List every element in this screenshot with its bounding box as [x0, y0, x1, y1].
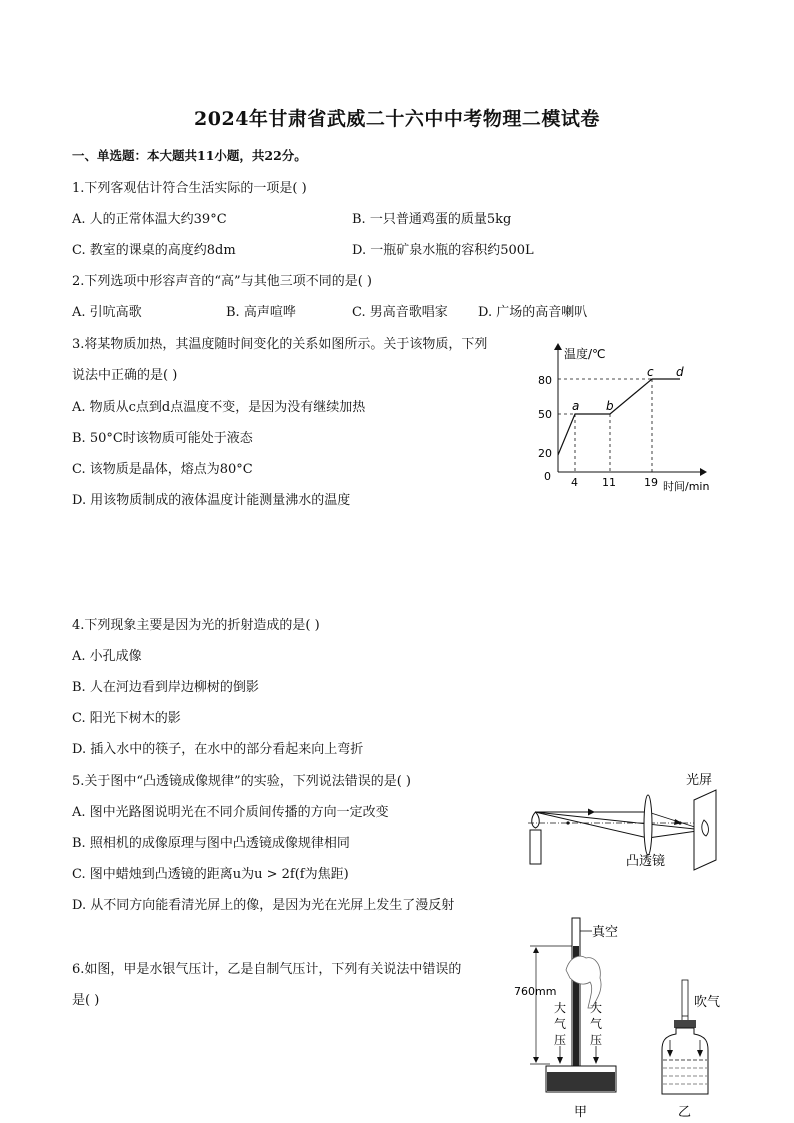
- atm-arrow-1-icon: [557, 1057, 563, 1064]
- y-tick-50: 50: [538, 408, 552, 421]
- page-title: 2024年甘肃省武威二十六中中考物理二模试卷: [194, 108, 600, 130]
- graph-ylabel: 温度/℃: [564, 347, 606, 361]
- point-d: d: [676, 365, 684, 379]
- blow-label: 吹气: [694, 995, 721, 1010]
- q3-stem-line1: 3.将某物质加热，其温度随时间变化的关系如图所示。关于该物质，下列: [72, 337, 488, 352]
- label-yi: 乙: [678, 1105, 692, 1120]
- screen-label: 光屏: [686, 773, 713, 788]
- q1-option-a[interactable]: A. 人的正常体温大约39°C: [72, 212, 227, 227]
- x-tick-19: 19: [644, 476, 658, 489]
- lens-label: 凸透镜: [626, 854, 666, 869]
- point-c: c: [647, 365, 654, 379]
- q4-option-c[interactable]: C. 阳光下树木的影: [72, 711, 181, 726]
- y-tick-20: 20: [538, 447, 552, 460]
- q5-stem: 5.关于图中“凸透镜成像规律”的实验，下列说法错误的是( ): [72, 774, 411, 789]
- q4-stem: 4.下列现象主要是因为光的折射造成的是( ): [72, 618, 320, 633]
- atm-label-1b: 气: [554, 1017, 567, 1031]
- section-heading: 一、单选题：本大题共11小题，共22分。: [72, 148, 307, 163]
- q2-option-c[interactable]: C. 男高音歌唱家: [352, 305, 448, 320]
- q5-option-b[interactable]: B. 照相机的成像原理与图中凸透镜成像规律相同: [72, 836, 350, 851]
- temperature-time-graph: [530, 338, 730, 498]
- barometer-figure: [510, 912, 732, 1122]
- height-arrow-down-icon: [533, 1057, 539, 1063]
- q4-option-d[interactable]: D. 插入水中的筷子，在水中的部分看起来向上弯折: [72, 742, 364, 757]
- q2-option-d[interactable]: D. 广场的高音喇叭: [478, 305, 588, 320]
- point-b: b: [606, 399, 614, 413]
- q1-option-b[interactable]: B. 一只普通鸡蛋的质量5kg: [352, 212, 512, 227]
- q2-stem: 2.下列选项中形容声音的“高”与其他三项不同的是( ): [72, 274, 372, 289]
- candle-body: [530, 830, 541, 864]
- atm-label-2c: 压: [590, 1033, 603, 1047]
- q3-option-c[interactable]: C. 该物质是晶体，熔点为80°C: [72, 462, 253, 477]
- q1-option-d[interactable]: D. 一瓶矿泉水瓶的容积约500L: [352, 243, 534, 258]
- q1-option-c[interactable]: C. 教室的课桌的高度约8dm: [72, 243, 236, 258]
- q3-option-b[interactable]: B. 50°C时该物质可能处于液态: [72, 431, 253, 446]
- label-jia: 甲: [574, 1105, 588, 1120]
- height-arrow-up-icon: [533, 947, 539, 953]
- q2-option-b[interactable]: B. 高声喧哗: [226, 305, 296, 320]
- focus-point-right: [678, 821, 681, 824]
- q5-option-a[interactable]: A. 图中光路图说明光在不同介质间传播的方向一定改变: [72, 805, 389, 820]
- atm-label-1c: 压: [554, 1033, 567, 1047]
- atm-label-1a: 大: [554, 1001, 567, 1015]
- q3-stem-line2: 说法中正确的是( ): [72, 368, 178, 383]
- vacuum-label: 真空: [592, 925, 619, 940]
- ray-arrow-icon: [588, 809, 595, 816]
- bottle-stopper: [674, 1020, 696, 1028]
- x-tick-4: 4: [571, 476, 578, 489]
- temperature-curve: [558, 379, 680, 455]
- x-tick-11: 11: [602, 476, 616, 489]
- candle-flame-icon: [532, 812, 540, 828]
- y-tick-80: 80: [538, 374, 552, 387]
- ray-3a: [535, 812, 648, 838]
- q3-option-a[interactable]: A. 物质从c点到d点温度不变，是因为没有继续加热: [72, 400, 366, 415]
- mercury-in-basin: [547, 1072, 615, 1091]
- q3-option-d[interactable]: D. 用该物质制成的液体温度计能测量沸水的温度: [72, 493, 351, 508]
- convex-lens-figure: [520, 768, 730, 872]
- q1-stem: 1.下列客观估计符合生活实际的一项是( ): [72, 181, 307, 196]
- convex-lens-icon: [644, 795, 652, 855]
- graph-xlabel: 时间/min: [663, 480, 710, 493]
- point-a: a: [572, 399, 580, 413]
- q5-option-d[interactable]: D. 从不同方向能看清光屏上的像，是因为光在光屏上发生了漫反射: [72, 898, 455, 913]
- atm-label-2b: 气: [590, 1017, 603, 1031]
- atm-arrow-2-icon: [593, 1057, 599, 1064]
- q6-stem-line1: 6.如图，甲是水银气压计，乙是自制气压计，下列有关说法中错误的: [72, 962, 462, 977]
- q4-option-b[interactable]: B. 人在河边看到岸边柳树的倒影: [72, 680, 259, 695]
- graph-origin: 0: [544, 470, 551, 483]
- ray-2: [535, 812, 704, 830]
- q5-option-c[interactable]: C. 图中蜡烛到凸透镜的距离u为u > 2f(f为焦距): [72, 867, 349, 882]
- q6-stem-line2: 是( ): [72, 993, 100, 1008]
- q4-option-a[interactable]: A. 小孔成像: [72, 649, 142, 664]
- atm-label-2a: 大: [590, 1001, 603, 1015]
- height-label: 760mm: [514, 985, 557, 998]
- q2-option-a[interactable]: A. 引吭高歌: [72, 305, 142, 320]
- focus-point-left: [566, 821, 569, 824]
